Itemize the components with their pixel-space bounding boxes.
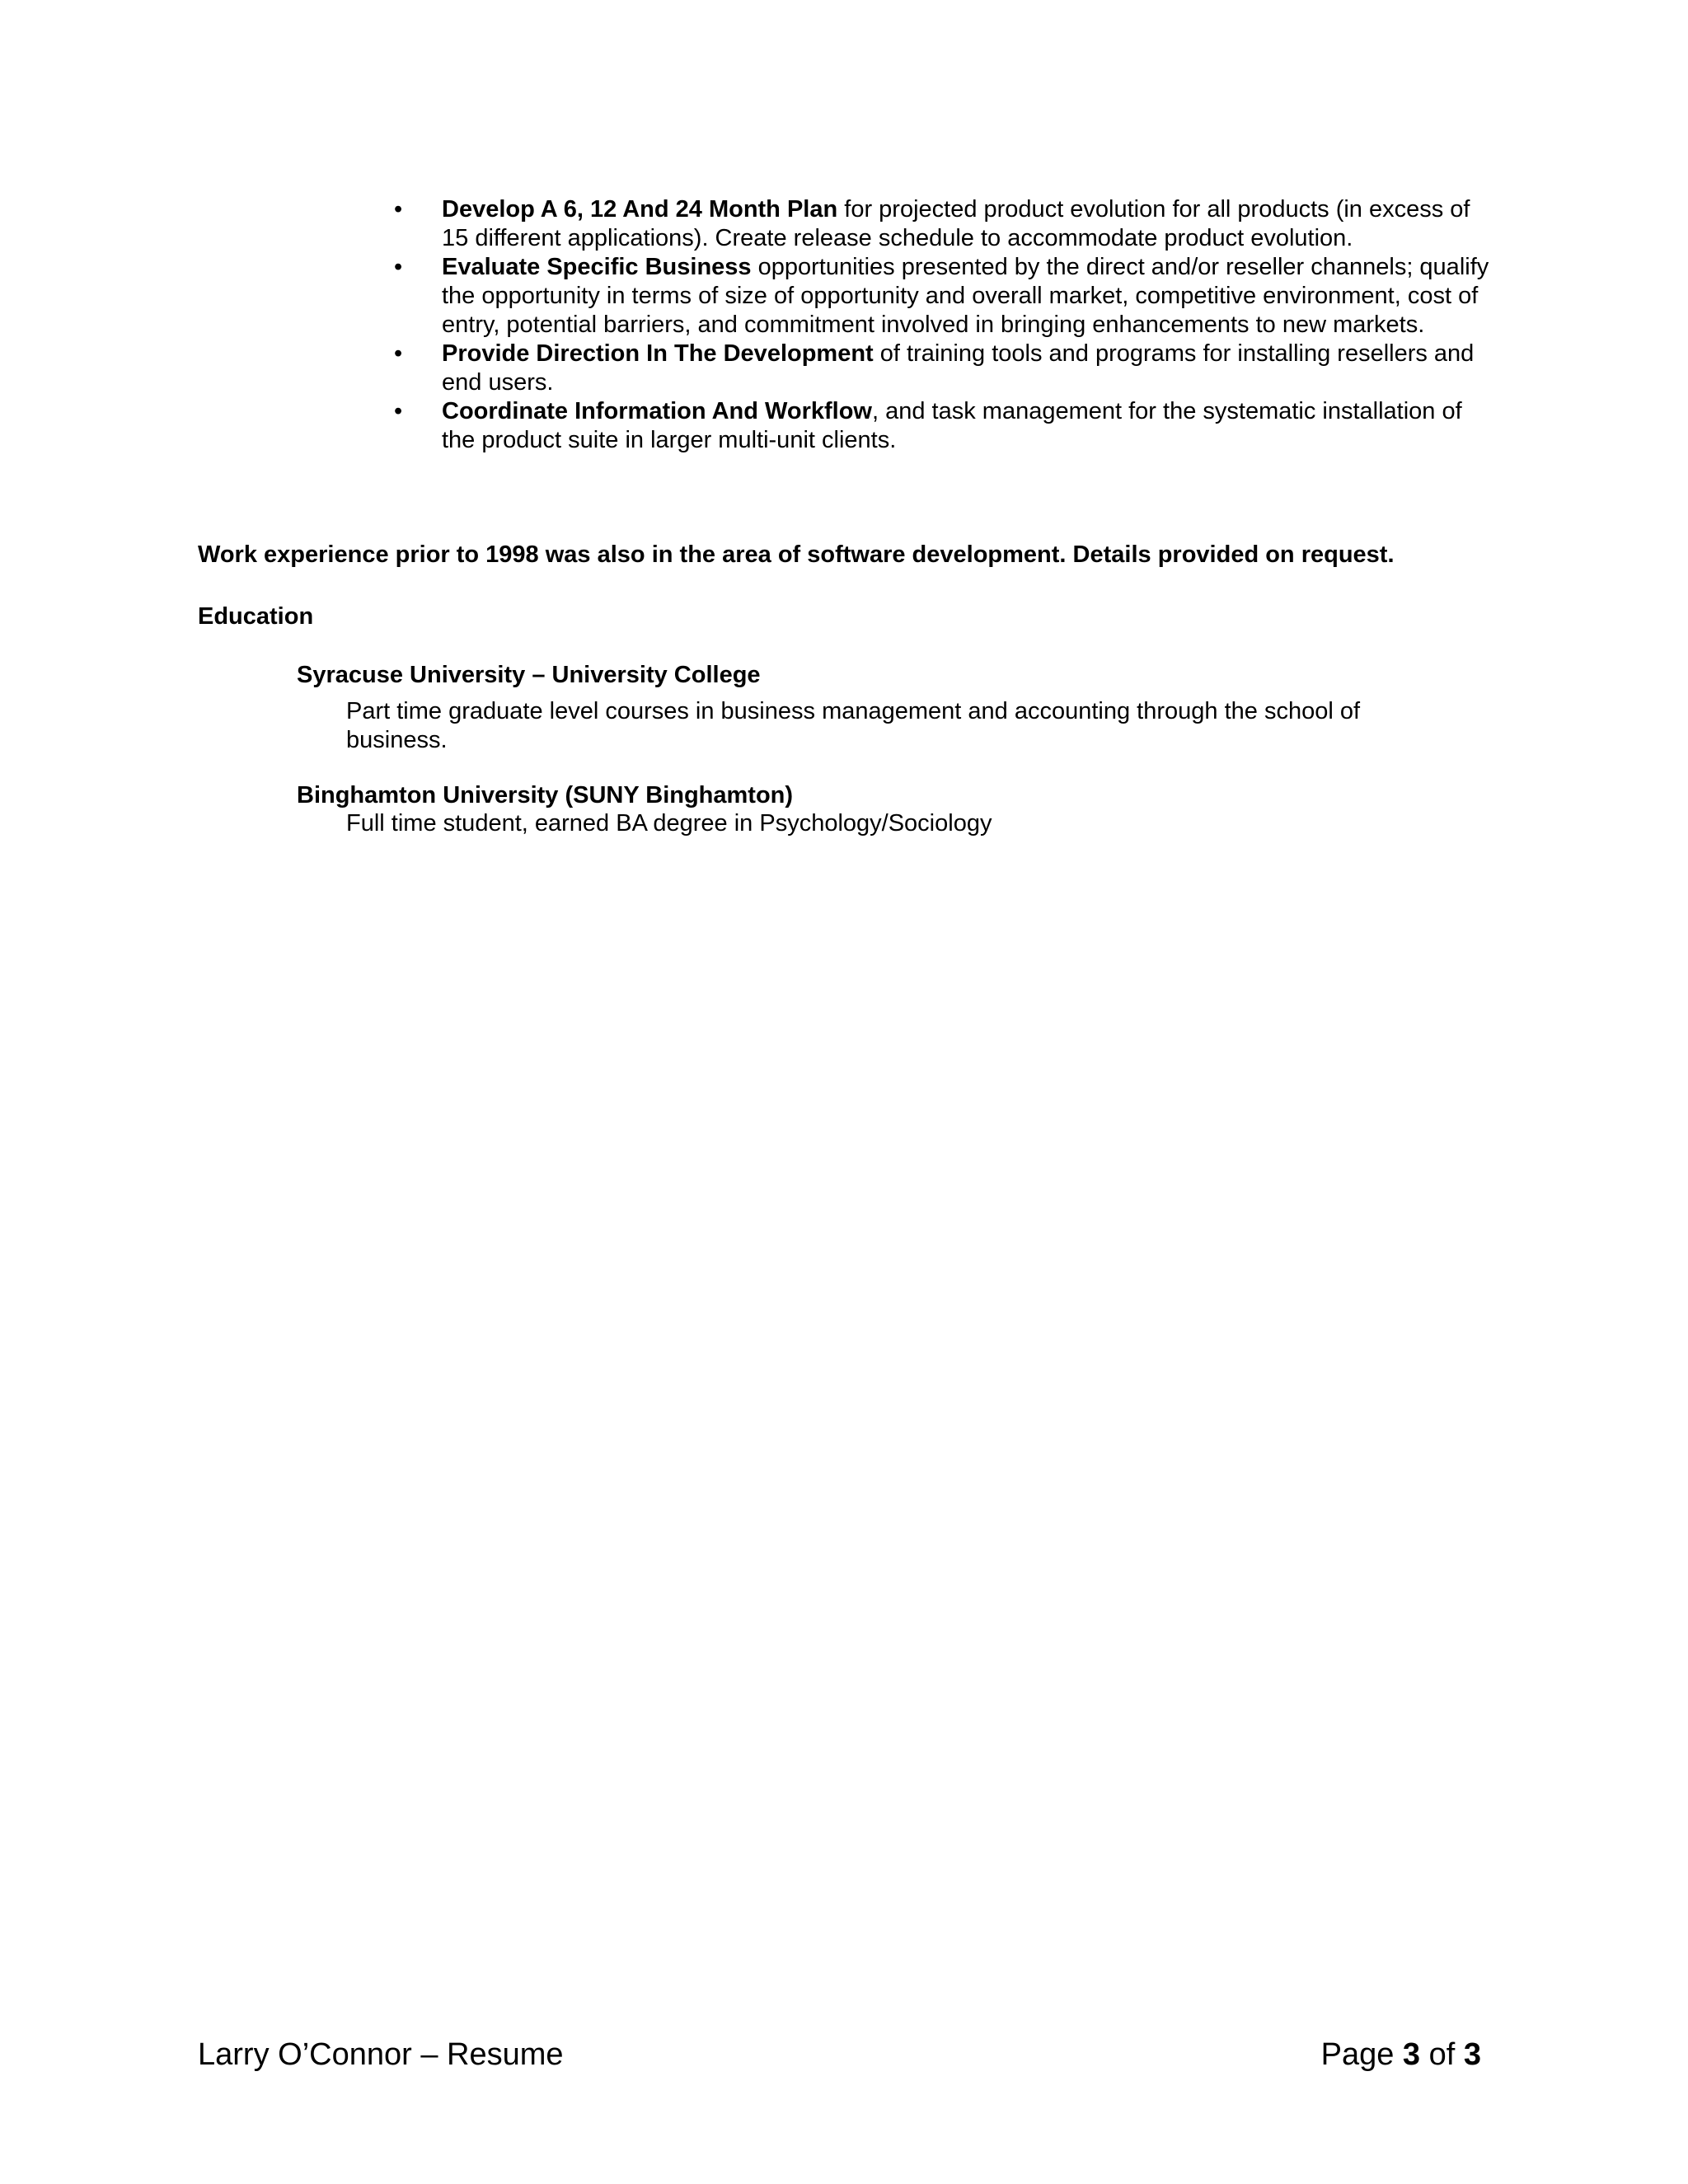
list-item — [392, 253, 1497, 340]
bullet-lead: Develop A 6, 12 And 24 Month Plan — [442, 196, 838, 223]
school-name-binghamton: Binghamton University (SUNY Binghamton) — [297, 782, 794, 808]
list-item — [392, 340, 1497, 397]
prior-experience-note: Work experience prior to 1998 was also in the area of software development. Details provided on request. — [198, 541, 1395, 568]
bullet-lead: Provide Direction In The Development — [442, 340, 874, 367]
list-item — [392, 397, 1497, 455]
page-prefix: Page — [1320, 2037, 1403, 2072]
bullet-lead: Evaluate Specific Business — [442, 254, 752, 280]
bullet-text: of training tools and programs for installing resellers and end users. — [442, 340, 1475, 396]
page-current: 3 — [1402, 2037, 1421, 2072]
bullet-text: for projected product evolution for all products (in excess of 15 different applications). Create release schedule to accommodate product evolution. — [442, 196, 1470, 251]
responsibilities-list — [392, 195, 1497, 455]
bullet-text: , and task management for the systematic installation of the product suite in larger multi-unit clients. — [442, 398, 1462, 453]
bullet-lead: Coordinate Information And Workflow — [442, 398, 872, 424]
bullet-text: opportunities presented by the direct and/or reseller channels; qualify the opportunity in terms of size of opportunity and overall market, competitive environment, cost of entry, potential barriers, and commitment involved in bringing enhancements to new markets. — [442, 254, 1489, 338]
education-heading: Education — [198, 603, 314, 630]
footer-page-number — [1321, 2036, 1481, 2073]
school-description-syracuse: Part time graduate level courses in business management and accounting through the school of business. — [346, 698, 1361, 753]
page-mid: of — [1420, 2037, 1464, 2072]
school-description-binghamton: Full time student, earned BA degree in Psychology/Sociology — [346, 810, 992, 837]
list-item — [392, 195, 1497, 253]
school-name-syracuse: Syracuse University – University College — [297, 662, 761, 688]
page-total: 3 — [1463, 2037, 1481, 2072]
footer-document-title: Larry O’Connor – Resume — [198, 2037, 564, 2072]
